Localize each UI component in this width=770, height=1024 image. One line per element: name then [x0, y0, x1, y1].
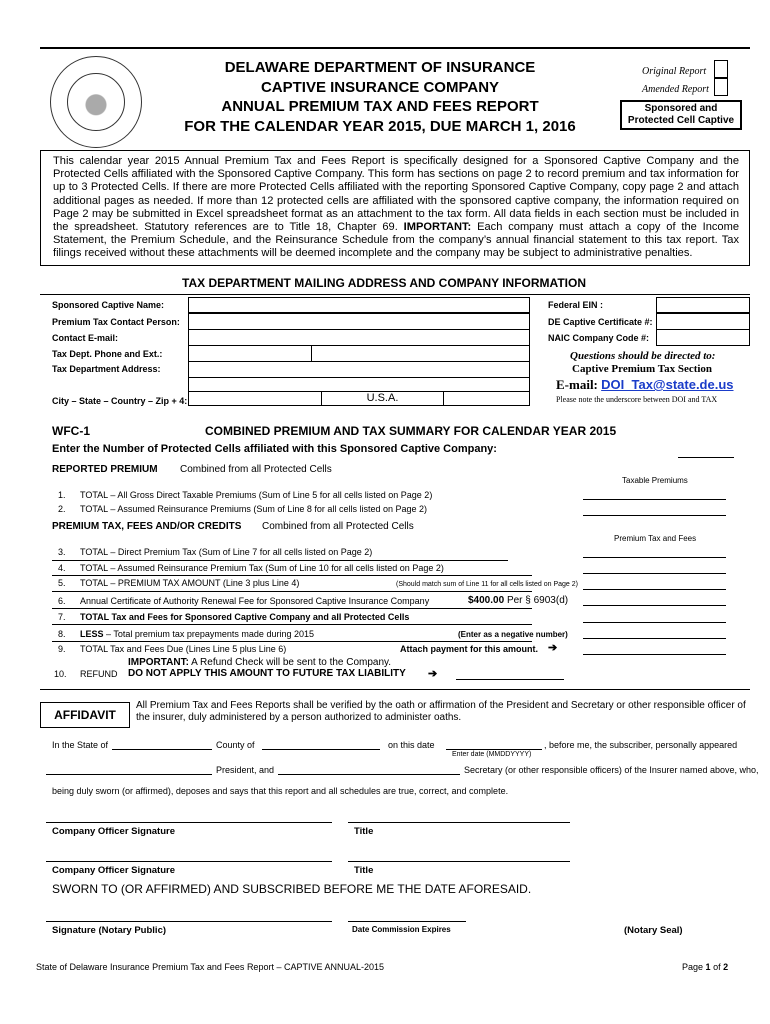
protected-cells-count-field[interactable]: [678, 457, 734, 458]
premium-tax-fees-heading: PREMIUM TAX, FEES AND/OR CREDITS: [52, 521, 242, 532]
line-5-note: (Should match sum of Line 11 for all cells listed on Page 2): [396, 581, 578, 588]
premium-tax-and-fees-label: Premium Tax and Fees: [614, 534, 697, 543]
tax-dept-address-label: Tax Department Address:: [52, 364, 161, 374]
county-of-label: County of: [216, 740, 255, 750]
title-1-field[interactable]: [348, 822, 570, 823]
sponsored-captive-name-field[interactable]: [188, 297, 530, 313]
line-6-label: Annual Certificate of Authority Renewal Fee for Sponsored Captive Insurance Company: [80, 596, 430, 606]
line-number: 2.: [58, 504, 66, 514]
secretary-text: Secretary (or other responsible officers) of the Insurer named above, who,: [464, 765, 759, 775]
combined-cells-label-1: Combined from all Protected Cells: [180, 464, 332, 475]
line-8-note: (Enter as a negative number): [458, 630, 568, 639]
federal-ein-field[interactable]: [656, 297, 750, 313]
arrow-right-icon: ➔: [428, 668, 438, 680]
reported-premium-heading: REPORTED PREMIUM: [52, 464, 158, 475]
sponsored-cell-badge: [620, 100, 742, 130]
line-number: 9.: [58, 644, 66, 654]
before-me-text: , before me, the subscriber, personally appeared: [544, 740, 738, 750]
president-and-label: President, and: [216, 765, 275, 775]
line-2-label: TOTAL – Assumed Reinsurance Premiums (Sum of Line 8 for all cells listed on Page 2): [80, 504, 427, 514]
sworn-before-me: SWORN TO (OR AFFIRMED) AND SUBSCRIBED BEFORE ME THE DATE AFORESAID.: [52, 882, 532, 896]
country-field[interactable]: U.S.A.: [321, 391, 444, 406]
line-4-label: TOTAL – Assumed Reinsurance Premium Tax (Sum of Line 10 for all cells listed on Page 2): [80, 563, 444, 573]
page-title: [150, 58, 610, 136]
commission-expires-label: Date Commission Expires: [352, 925, 451, 934]
naic-code-label: NAIC Company Code #:: [548, 333, 650, 343]
title-1-label: Title: [354, 826, 374, 837]
notary-signature-field[interactable]: [46, 921, 332, 922]
refund-label: REFUND: [80, 669, 118, 679]
contact-email-block: [556, 377, 734, 393]
line-number: 8.: [58, 629, 66, 639]
questions-section: Captive Premium Tax Section: [572, 363, 713, 375]
enter-date-hint: Enter date (MMDDYYYY): [452, 751, 532, 758]
line-number: 7.: [58, 612, 66, 622]
line-10-label: DO NOT APPLY THIS AMOUNT TO FUTURE TAX LIABILITY: [128, 668, 406, 679]
combined-cells-label-2: Combined from all Protected Cells: [262, 521, 414, 532]
line-6-field[interactable]: [583, 605, 726, 606]
title-line-3: ANNUAL PREMIUM TAX AND FEES REPORT: [221, 98, 539, 115]
line-1-field[interactable]: [583, 499, 726, 500]
original-report-label: Original Report: [642, 66, 707, 77]
intro-important: IMPORTANT:: [403, 221, 472, 234]
wfc-code: WFC-1: [52, 424, 90, 438]
city-field[interactable]: [188, 391, 322, 406]
commission-expires-field[interactable]: [348, 921, 466, 922]
officer-signature-1-label: Company Officer Signature: [52, 826, 175, 837]
title-line-2: CAPTIVE INSURANCE COMPANY: [260, 78, 500, 96]
amended-report-label: Amended Report: [642, 84, 709, 95]
sponsored-captive-name-label: Sponsored Captive Name:: [52, 300, 165, 310]
line-7-label: TOTAL Tax and Fees for Sponsored Captive Company and all Protected Cells: [80, 612, 410, 622]
email-label: E-mail:: [556, 377, 598, 392]
line-9-field[interactable]: [583, 654, 726, 655]
city-state-label: City – State – Country – Zip + 4:: [52, 396, 188, 406]
line-number: 5.: [58, 578, 66, 588]
tax-dept-ext-field[interactable]: [311, 345, 530, 362]
line-10-field[interactable]: [456, 679, 564, 680]
line-5-label: TOTAL – PREMIUM TAX AMOUNT (Line 3 plus Line 4): [80, 578, 300, 588]
sworn-statement: being duly sworn (or affirmed), deposes and says that this report and all schedules are true, correct, and complete.: [52, 786, 509, 796]
line-9-label: TOTAL Tax and Fees Due (Lines Line 5 plus Line 6): [80, 644, 287, 654]
line-number: 6.: [58, 596, 66, 606]
affidavit-text: All Premium Tax and Fees Reports shall be verified by the oath or affirmation of the President and Secretary or other responsible officer of the insurer, duly administered by a person authorized to administer oaths.: [136, 700, 746, 723]
date-field[interactable]: [446, 749, 542, 750]
underscore-note: Please note the underscore between DOI and TAX: [556, 395, 718, 404]
amended-report-checkbox[interactable]: [714, 78, 728, 96]
line-1-label: TOTAL – All Gross Direct Taxable Premiums (Sum of Line 5 for all cells listed on Page 2): [80, 490, 433, 500]
premium-tax-contact-field[interactable]: [188, 313, 530, 330]
officer-signature-1-field[interactable]: [46, 822, 332, 823]
line-7-field[interactable]: [583, 622, 726, 623]
contact-email-label: Contact E-mail:: [52, 333, 119, 343]
secretary-name-field[interactable]: [278, 774, 460, 775]
arrow-right-icon: ➔: [548, 642, 558, 654]
questions-heading: Questions should be directed to:: [570, 350, 716, 362]
line-6-fee: $400.00 Per § 6903(d): [468, 595, 569, 606]
intro-text-after: Each company must attach a copy of the Income Statement, the Premium Schedule, and the Reinsurance Schedule from the company’s annual financial statement to this tax report. Tax filings received without these attachments will be deemed incomplete and the company may be subject to administrative penalties.: [53, 221, 739, 260]
on-this-date-label: on this date: [388, 740, 435, 750]
intro-text: This calendar year 2015 Annual Premium Tax and Fees Report is specifically designed for a Sponsored Captive Company and the Protected Cells affiliated with the Sponsored Captive Company. This form has sections on page 2 to record premium and tax information for up to 3 Protected Cells. If there are more Protected Cells affiliated with the reporting Sponsored Captive Company, copy page 2 and attach additional pages as needed. If more than 12 protected cells are affiliated with the sponsored captive company, the information required on Page 2 may be submitted in Excel spreadsheet format as an attachment to the tax form. All data fields in each section must be included in the spreadsheet. Statutory references are to Title 18, Chapter 69.: [53, 155, 739, 234]
tax-dept-phone-field[interactable]: [188, 345, 312, 362]
line-number: 1.: [58, 490, 66, 500]
original-report-checkbox[interactable]: [714, 60, 728, 78]
line-8-label: LESS – Total premium tax prepayments made during 2015: [80, 629, 314, 639]
officer-signature-2-label: Company Officer Signature: [52, 865, 175, 876]
title-line-4: FOR THE CALENDAR YEAR 2015, DUE MARCH 1, 2016: [184, 117, 576, 135]
title-2-field[interactable]: [348, 861, 570, 862]
taxable-premiums-label: Taxable Premiums: [622, 476, 688, 485]
badge-line-1: Sponsored and: [644, 103, 718, 114]
de-certificate-field[interactable]: [656, 313, 750, 330]
wfc-heading: COMBINED PREMIUM AND TAX SUMMARY FOR CALENDAR YEAR 2015: [205, 424, 617, 438]
federal-ein-label: Federal EIN :: [548, 300, 604, 310]
page-indicator: Page 1 of 2: [682, 962, 729, 972]
title-2-label: Title: [354, 865, 374, 876]
line-5-field[interactable]: [583, 589, 726, 590]
line-number: 3.: [58, 547, 66, 557]
state-field[interactable]: [112, 749, 212, 750]
notary-seal-label: (Notary Seal): [624, 925, 683, 936]
line-3-field[interactable]: [583, 557, 726, 558]
president-name-field[interactable]: [46, 774, 212, 775]
line-2-field[interactable]: [583, 515, 726, 516]
contact-email-field[interactable]: [188, 329, 530, 346]
intro-paragraph: [40, 150, 750, 266]
affidavit-label: AFFIDAVIT: [40, 702, 130, 728]
tax-dept-address-field-2[interactable]: [188, 377, 530, 392]
line-4-field[interactable]: [583, 573, 726, 574]
badge-line-2: Protected Cell Captive: [627, 115, 735, 126]
state-seal-icon: [50, 56, 142, 148]
naic-code-field[interactable]: [656, 329, 750, 346]
line-8-field[interactable]: [583, 638, 726, 639]
premium-tax-contact-label: Premium Tax Contact Person:: [52, 317, 180, 327]
header-rule: [40, 47, 750, 49]
notary-signature-label: Signature (Notary Public): [52, 925, 167, 936]
cells-prompt: Enter the Number of Protected Cells affiliated with this Sponsored Captive Company:: [52, 443, 497, 455]
footer-text: State of Delaware Insurance Premium Tax and Fees Report – CAPTIVE ANNUAL-2015: [36, 962, 384, 972]
officer-signature-2-field[interactable]: [46, 861, 332, 862]
title-line-1: DELAWARE DEPARTMENT OF INSURANCE: [224, 59, 536, 76]
line-number: 10.: [54, 669, 67, 679]
tax-dept-address-field-1[interactable]: [188, 361, 530, 378]
tax-dept-phone-label: Tax Dept. Phone and Ext.:: [52, 349, 163, 359]
line-9-note: Attach payment for this amount.: [400, 644, 539, 654]
line-3-label: TOTAL – Direct Premium Tax (Sum of Line 7 for all cells listed on Page 2): [80, 547, 373, 557]
de-certificate-label: DE Captive Certificate #:: [548, 317, 653, 327]
doi-tax-email-link[interactable]: DOI_Tax@state.de.us: [601, 377, 734, 392]
line-number: 4.: [58, 563, 66, 573]
zip-field[interactable]: [443, 391, 530, 406]
company-section-heading: TAX DEPARTMENT MAILING ADDRESS AND COMPANY INFORMATION: [182, 276, 586, 290]
county-field[interactable]: [262, 749, 380, 750]
in-state-of-label: In the State of: [52, 740, 109, 750]
refund-important: IMPORTANT: A Refund Check will be sent to the Company.: [128, 657, 392, 668]
